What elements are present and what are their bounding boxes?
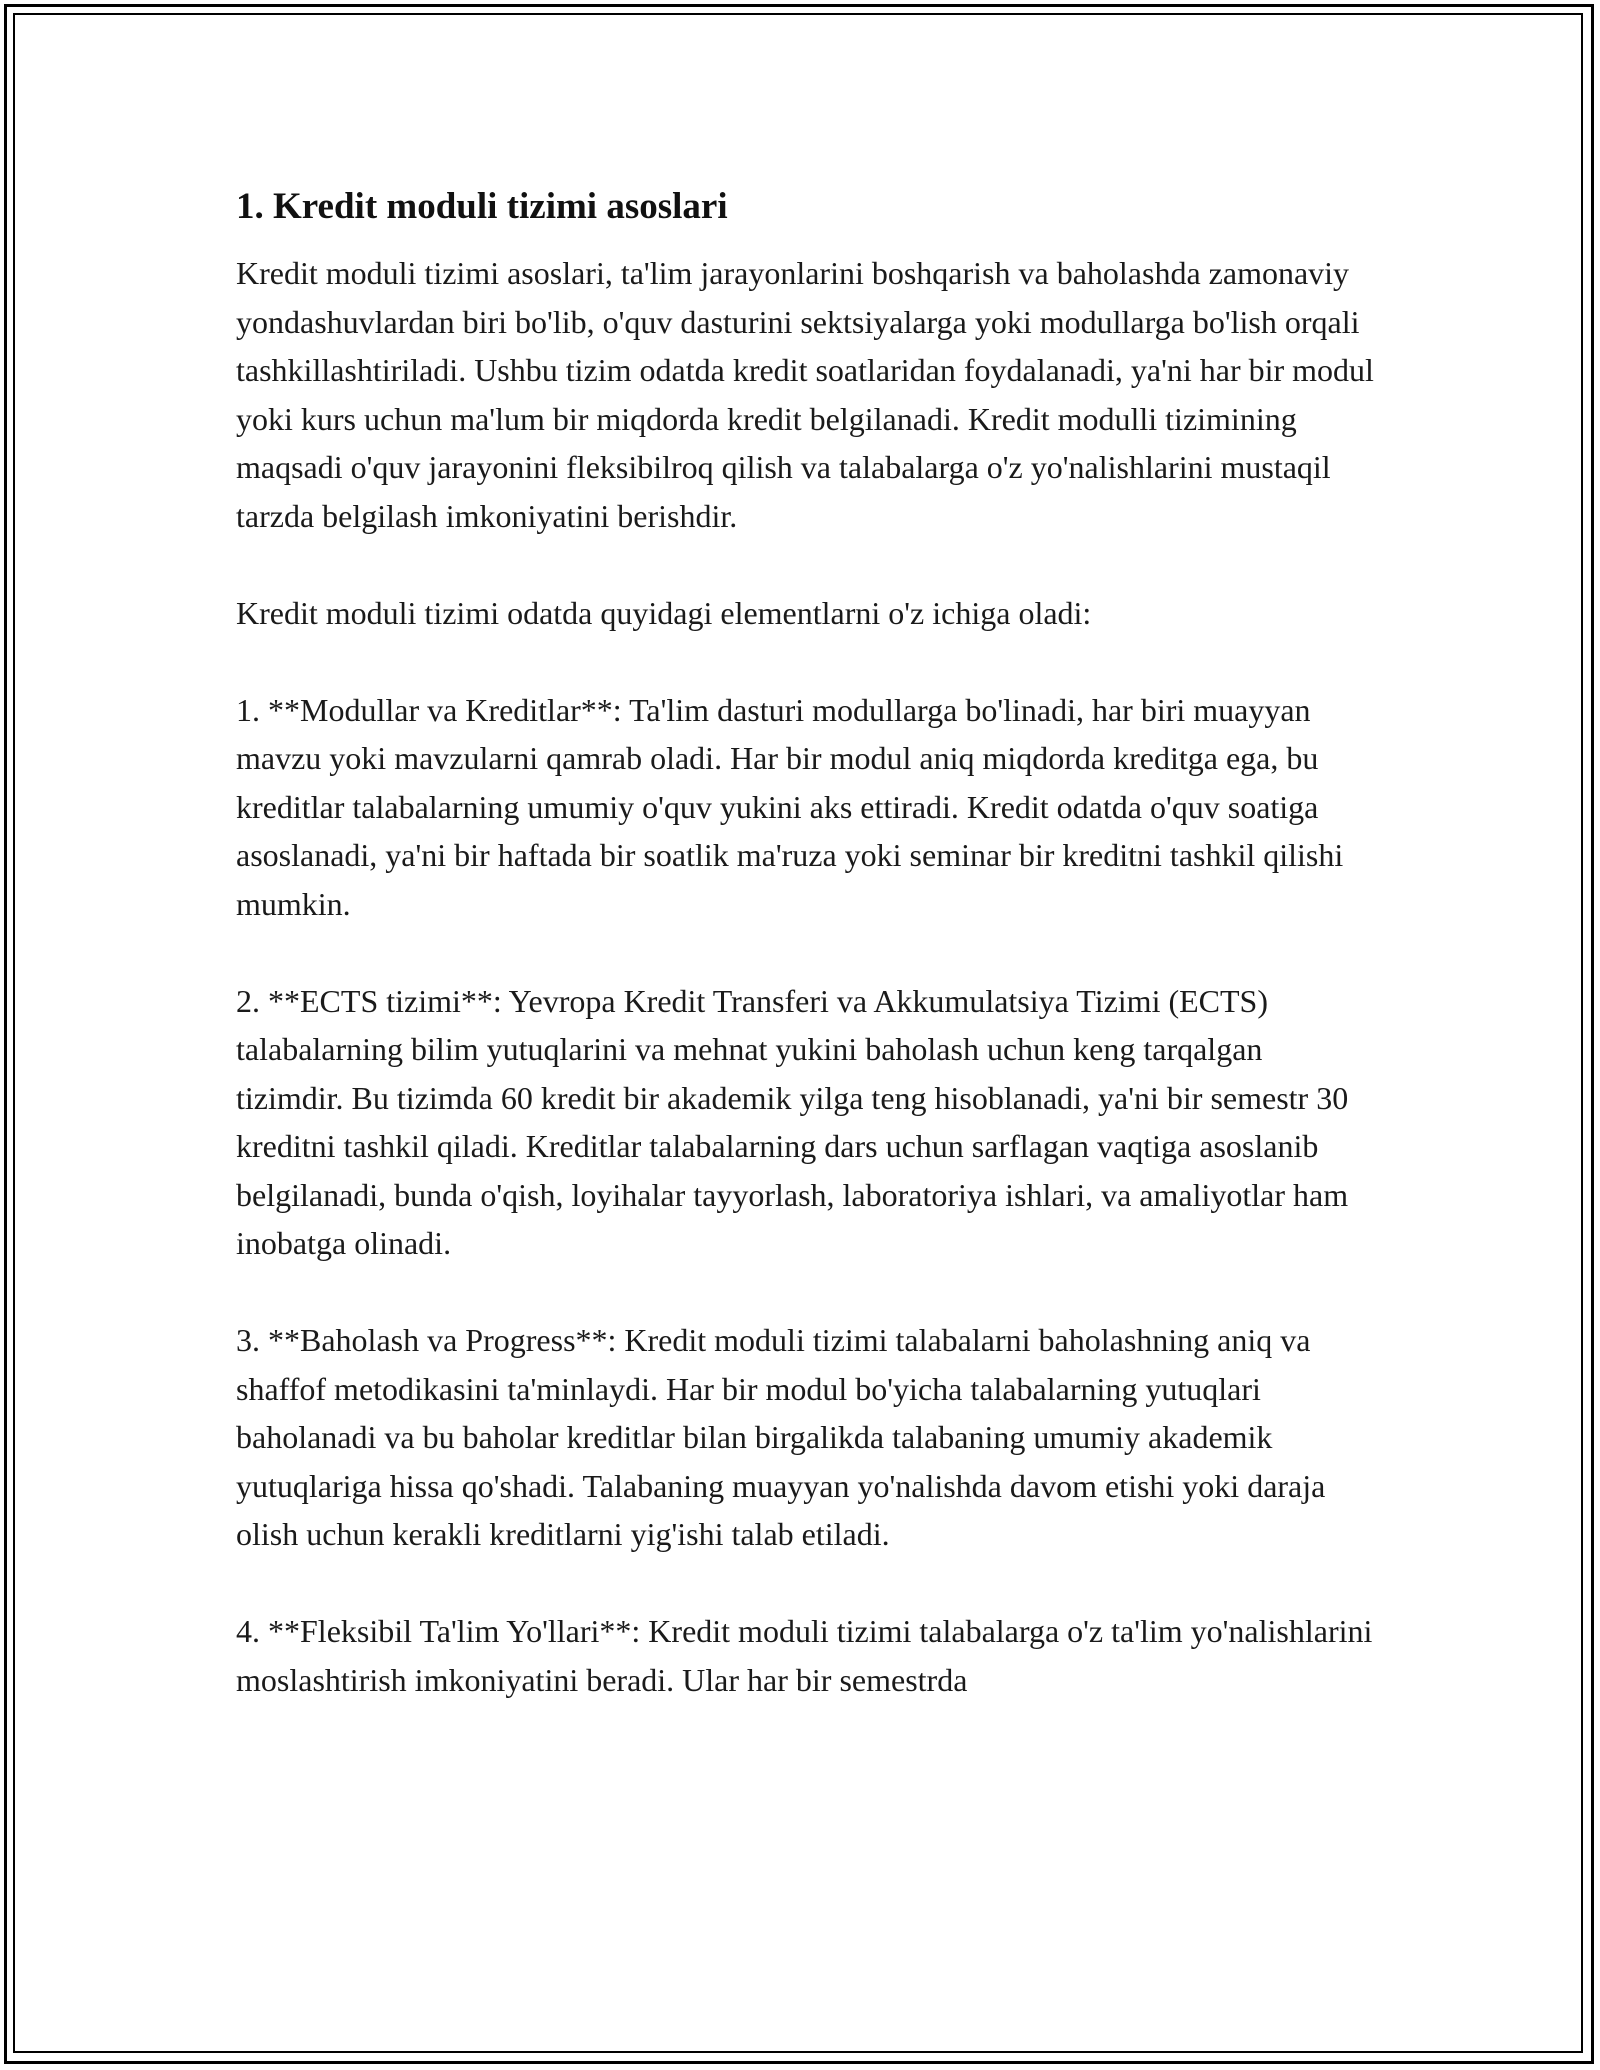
paragraph-elements-lead: Kredit moduli tizimi odatda quyidagi elementlarni o'z ichiga oladi: — [236, 594, 1092, 631]
paragraph-intro: Kredit moduli tizimi asoslari, ta'lim jarayonlarini boshqarish va baholashda zamonaviy yondashuvlardan biri bo'lib, o'quv dasturini sektsiyalarga yoki modullarga bo'lish orqali tashkillashtiriladi. Ushbu tizim odatda kredit soatlaridan foydalanadi, ya'ni har bir modul yoki kurs uchun ma'lum bir miqdorda kredit belgilanadi. Kredit modulli tizimining maqsadi o'quv jarayonini fleksibilroq qilish va talabalarga o'z yo'nalishlarini mustaqil tarzda belgilash imkoniyatini berishdir. — [236, 255, 1374, 534]
list-item-modullar: 1. **Modullar va Kreditlar**: Ta'lim dasturi modullarga bo'linadi, har biri muayyan mavzu yoki mavzularni qamrab oladi. Har bir modul aniq miqdorda kreditga ega, bu kreditlar talabalarning umumiy o'quv yukini aks ettiradi. Kredit odatda o'quv soatiga asoslanadi, ya'ni bir haftada bir soatlik ma'ruza yoki seminar bir kreditni tashkil qilishi mumkin. — [236, 691, 1344, 922]
list-item-baholash: 3. **Baholash va Progress**: Kredit moduli tizimi talabalarni baholashning aniq va shaffof metodikasini ta'minlaydi. Har bir modul bo'yicha talabalarning yutuqlari baholanadi va bu baholar kreditlar bilan birgalikda talabaning umumiy akademik yutuqlariga hissa qo'shadi. Talabaning muayyan yo'nalishda davom etishi yoki daraja olish uchun kerakli kreditlarni yig'ishi talab etiladi. — [236, 1322, 1326, 1552]
section-heading: 1. Kredit moduli tizimi asoslari — [236, 186, 728, 227]
list-item-ects: 2. **ECTS tizimi**: Yevropa Kredit Transferi va Akkumulatsiya Tizimi (ECTS) talabalarning bilim yutuqlarini va mehnat yukini baholash uchun keng tarqalgan tizimdir. Bu tizimda 60 kredit bir akademik yilga teng hisoblanadi, ya'ni bir semestr 30 kreditni tashkil qiladi. Kreditlar talabalarning dars uchun sarflagan vaqtiga asoslanib belgilanadi, bunda o'qish, loyihalar tayyorlash, laboratoriya ishlari, va amaliyotlar ham inobatga olinadi. — [236, 982, 1349, 1261]
document-body — [236, 183, 1376, 1704]
list-item-fleksibil: 4. **Fleksibil Ta'lim Yo'llari**: Kredit moduli tizimi talabalarga o'z ta'lim yo'nalishlarini moslashtirish imkoniyatini beradi. Ular har bir semestrda — [236, 1613, 1373, 1698]
